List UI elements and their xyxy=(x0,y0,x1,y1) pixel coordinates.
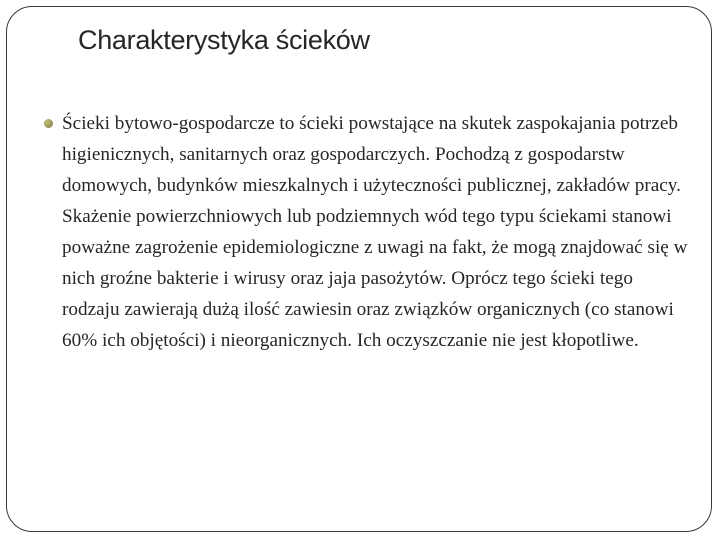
bullet-item xyxy=(44,108,692,356)
bullet-dot-icon xyxy=(44,119,53,128)
bullet-description: to ścieki powstające na skutek zaspokajania potrzeb higienicznych, sanitarnych oraz gospodarczych. Pochodzą z gospodarstw domowych, budynków mieszkalnych i użyteczności publicznej, zakładów pracy. Skażenie powierzchniowych lub podziemnych wód tego typu ściekami stanowi poważne zagrożenie epidemiologiczne z uwagi na fakt, że mogą znajdować się w nich groźne bakterie i wirusy oraz jaja pasożytów. Oprócz tego ścieki tego rodzaju zawierają dużą ilość zawiesin oraz związków organicznych (co stanowi 60% ich objętości) i nieorganicznych. Ich oczyszczanie nie jest kłopotliwe. xyxy=(62,113,688,351)
bullet-term: Ścieki bytowo-gospodarcze xyxy=(62,113,275,134)
bullet-paragraph xyxy=(62,108,692,356)
slide-title: Charakterystyka ścieków xyxy=(78,25,370,55)
slide-content xyxy=(44,108,692,356)
